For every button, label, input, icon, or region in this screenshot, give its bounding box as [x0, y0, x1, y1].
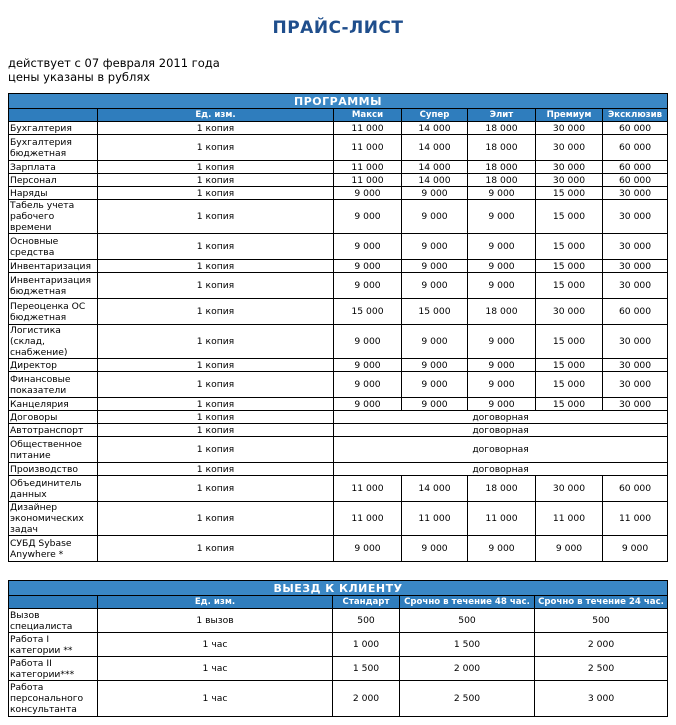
price-cell: 30 000 [603, 398, 668, 411]
price-cell: 30 000 [536, 161, 603, 174]
price-cell: 9 000 [402, 398, 468, 411]
price-cell: 11 000 [536, 502, 603, 536]
price-cell: 30 000 [536, 174, 603, 187]
table-row [9, 234, 668, 260]
price-cell: 2 500 [400, 681, 535, 717]
price-cell: 14 000 [402, 161, 468, 174]
price-cell: 9 000 [402, 359, 468, 372]
price-cell: 9 000 [402, 200, 468, 234]
unit-cell: 1 копия [98, 463, 334, 476]
price-cell: 9 000 [402, 273, 468, 299]
price-cell: 30 000 [603, 187, 668, 200]
column-header: Премиум [536, 109, 603, 122]
price-cell: 9 000 [402, 372, 468, 398]
price-cell: 9 000 [468, 372, 536, 398]
price-cell: 18 000 [468, 174, 536, 187]
unit-cell: 1 копия [98, 536, 334, 562]
product-name: Основные средства [9, 234, 98, 260]
price-cell: 14 000 [402, 135, 468, 161]
price-cell: 15 000 [402, 299, 468, 325]
negotiable-price: договорная [334, 411, 668, 424]
price-cell: 9 000 [468, 273, 536, 299]
product-name: Автотранспорт [9, 424, 98, 437]
price-cell: 11 000 [603, 502, 668, 536]
price-cell: 11 000 [468, 502, 536, 536]
unit-cell: 1 час [98, 633, 333, 657]
table-row [9, 398, 668, 411]
price-cell: 9 000 [468, 359, 536, 372]
price-cell: 15 000 [536, 260, 603, 273]
table-row [9, 502, 668, 536]
programs-band: ПРОГРАММЫ [9, 94, 668, 109]
unit-cell: 1 копия [98, 325, 334, 359]
table-row [9, 299, 668, 325]
unit-cell: 1 копия [98, 359, 334, 372]
visit-table [8, 580, 668, 717]
price-cell: 11 000 [334, 135, 402, 161]
price-cell: 15 000 [334, 299, 402, 325]
price-cell: 9 000 [402, 234, 468, 260]
price-cell: 1 500 [400, 633, 535, 657]
table-row [9, 411, 668, 424]
price-cell: 500 [535, 609, 668, 633]
price-cell: 11 000 [334, 476, 402, 502]
negotiable-price: договорная [334, 437, 668, 463]
price-cell: 60 000 [603, 476, 668, 502]
price-cell: 9 000 [468, 187, 536, 200]
product-name: Финансовые показатели [9, 372, 98, 398]
price-cell: 9 000 [334, 187, 402, 200]
price-cell: 9 000 [334, 260, 402, 273]
price-cell: 9 000 [468, 200, 536, 234]
price-cell: 18 000 [468, 122, 536, 135]
unit-cell: 1 час [98, 657, 333, 681]
price-cell: 9 000 [334, 325, 402, 359]
price-cell: 30 000 [536, 299, 603, 325]
table-row [9, 161, 668, 174]
unit-cell: 1 копия [98, 260, 334, 273]
column-header: Супер [402, 109, 468, 122]
price-cell: 1 000 [333, 633, 400, 657]
table-row [9, 174, 668, 187]
price-cell: 60 000 [603, 122, 668, 135]
column-header: Ед. изм. [98, 109, 334, 122]
table-row [9, 437, 668, 463]
price-cell: 9 000 [334, 234, 402, 260]
price-cell: 15 000 [536, 359, 603, 372]
price-cell: 30 000 [603, 372, 668, 398]
currency-note: цены указаны в рублях [8, 70, 151, 84]
column-header: Элит [468, 109, 536, 122]
unit-cell: 1 копия [98, 187, 334, 200]
table-row [9, 273, 668, 299]
unit-cell: 1 копия [98, 476, 334, 502]
price-cell: 30 000 [536, 122, 603, 135]
negotiable-price: договорная [334, 424, 668, 437]
price-cell: 9 000 [334, 372, 402, 398]
price-cell: 11 000 [334, 502, 402, 536]
price-cell: 9 000 [334, 359, 402, 372]
table-row [9, 681, 668, 717]
price-cell: 11 000 [334, 161, 402, 174]
price-cell: 9 000 [603, 536, 668, 562]
price-cell: 30 000 [536, 476, 603, 502]
price-cell: 11 000 [334, 122, 402, 135]
column-header: Ед. изм. [98, 596, 333, 609]
price-cell: 11 000 [402, 502, 468, 536]
product-name: Канцелярия [9, 398, 98, 411]
price-cell: 60 000 [603, 299, 668, 325]
service-name: Работа персонального консультанта [9, 681, 98, 717]
table-row [9, 200, 668, 234]
unit-cell: 1 час [98, 681, 333, 717]
column-header: Эксклюзив [603, 109, 668, 122]
price-cell: 9 000 [468, 260, 536, 273]
price-cell: 18 000 [468, 161, 536, 174]
product-name: Табель учета рабочего времени [9, 200, 98, 234]
price-cell: 1 500 [333, 657, 400, 681]
product-name: Производство [9, 463, 98, 476]
table-row [9, 135, 668, 161]
unit-cell: 1 копия [98, 174, 334, 187]
price-cell: 15 000 [536, 187, 603, 200]
unit-cell: 1 копия [98, 411, 334, 424]
table-row [9, 424, 668, 437]
price-cell: 11 000 [334, 174, 402, 187]
page-title: ПРАЙС-ЛИСТ [272, 18, 404, 38]
price-cell: 60 000 [603, 174, 668, 187]
price-cell: 9 000 [536, 536, 603, 562]
negotiable-price: договорная [334, 463, 668, 476]
price-cell: 14 000 [402, 122, 468, 135]
product-name: Дизайнер экономических задач [9, 502, 98, 536]
table-row [9, 476, 668, 502]
product-name: Логистика (склад, снабжение) [9, 325, 98, 359]
service-name: Работа II категории*** [9, 657, 98, 681]
column-header [9, 596, 98, 609]
price-cell: 14 000 [402, 476, 468, 502]
price-cell: 500 [333, 609, 400, 633]
product-name: Бухгалтерия бюджетная [9, 135, 98, 161]
price-cell: 60 000 [603, 135, 668, 161]
price-cell: 9 000 [334, 273, 402, 299]
price-cell: 30 000 [603, 325, 668, 359]
unit-cell: 1 вызов [98, 609, 333, 633]
column-header: Макси [334, 109, 402, 122]
product-name: Инвентаризация бюджетная [9, 273, 98, 299]
price-list-meta [8, 56, 220, 84]
price-cell: 2 000 [333, 681, 400, 717]
price-cell: 15 000 [536, 325, 603, 359]
unit-cell: 1 копия [98, 437, 334, 463]
price-cell: 30 000 [603, 200, 668, 234]
unit-cell: 1 копия [98, 502, 334, 536]
table-row [9, 372, 668, 398]
unit-cell: 1 копия [98, 234, 334, 260]
column-header: Стандарт [333, 596, 400, 609]
price-cell: 30 000 [603, 260, 668, 273]
service-name: Вызов специалиста [9, 609, 98, 633]
column-header: Срочно в течение 48 час. [400, 596, 535, 609]
table-row [9, 609, 668, 633]
product-name: Общественное питание [9, 437, 98, 463]
price-cell: 9 000 [334, 536, 402, 562]
product-name: Директор [9, 359, 98, 372]
product-name: Персонал [9, 174, 98, 187]
table-row [9, 359, 668, 372]
unit-cell: 1 копия [98, 135, 334, 161]
table-row [9, 633, 668, 657]
price-cell: 14 000 [402, 174, 468, 187]
unit-cell: 1 копия [98, 200, 334, 234]
unit-cell: 1 копия [98, 161, 334, 174]
service-name: Работа I категории ** [9, 633, 98, 657]
price-cell: 9 000 [468, 536, 536, 562]
table-row [9, 463, 668, 476]
price-cell: 15 000 [536, 372, 603, 398]
price-cell: 30 000 [603, 234, 668, 260]
product-name: Зарплата [9, 161, 98, 174]
price-cell: 9 000 [468, 234, 536, 260]
product-name: Наряды [9, 187, 98, 200]
price-cell: 9 000 [334, 398, 402, 411]
price-cell: 3 000 [535, 681, 668, 717]
visit-band: ВЫЕЗД К КЛИЕНТУ [9, 581, 668, 596]
price-cell: 9 000 [334, 200, 402, 234]
price-cell: 18 000 [468, 299, 536, 325]
price-cell: 500 [400, 609, 535, 633]
price-cell: 2 000 [400, 657, 535, 681]
price-cell: 9 000 [402, 187, 468, 200]
product-name: Бухгалтерия [9, 122, 98, 135]
price-cell: 60 000 [603, 161, 668, 174]
price-cell: 30 000 [603, 359, 668, 372]
price-cell: 9 000 [402, 325, 468, 359]
price-cell: 15 000 [536, 200, 603, 234]
price-cell: 9 000 [402, 260, 468, 273]
product-name: Переоценка ОС бюджетная [9, 299, 98, 325]
table-row [9, 187, 668, 200]
product-name: СУБД Sybase Anywhere * [9, 536, 98, 562]
price-cell: 9 000 [468, 325, 536, 359]
table-row [9, 657, 668, 681]
product-name: Договоры [9, 411, 98, 424]
table-row [9, 536, 668, 562]
table-row [9, 260, 668, 273]
product-name: Объединитель данных [9, 476, 98, 502]
product-name: Инвентаризация [9, 260, 98, 273]
price-cell: 2 000 [535, 633, 668, 657]
programs-table [8, 93, 668, 562]
price-cell: 9 000 [402, 536, 468, 562]
price-cell: 30 000 [536, 135, 603, 161]
unit-cell: 1 копия [98, 273, 334, 299]
unit-cell: 1 копия [98, 299, 334, 325]
price-cell: 15 000 [536, 398, 603, 411]
unit-cell: 1 копия [98, 424, 334, 437]
column-header [9, 109, 98, 122]
price-cell: 15 000 [536, 234, 603, 260]
table-row [9, 325, 668, 359]
table-row [9, 122, 668, 135]
price-cell: 30 000 [603, 273, 668, 299]
price-cell: 18 000 [468, 135, 536, 161]
price-cell: 15 000 [536, 273, 603, 299]
unit-cell: 1 копия [98, 372, 334, 398]
effective-date: действует с 07 февраля 2011 года [8, 56, 220, 70]
price-cell: 18 000 [468, 476, 536, 502]
price-cell: 2 500 [535, 657, 668, 681]
price-cell: 9 000 [468, 398, 536, 411]
unit-cell: 1 копия [98, 122, 334, 135]
unit-cell: 1 копия [98, 398, 334, 411]
column-header: Срочно в течение 24 час. [535, 596, 668, 609]
